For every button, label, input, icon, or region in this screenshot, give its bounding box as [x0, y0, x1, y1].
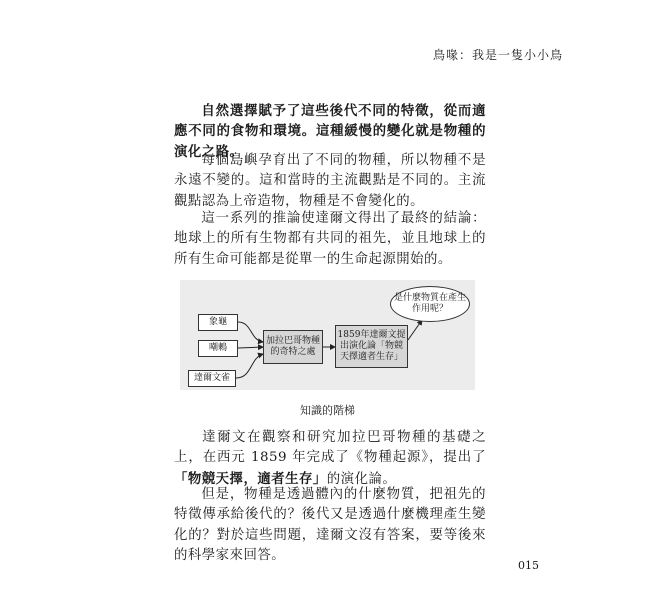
- knowledge-ladder-diagram: [180, 280, 475, 390]
- emphasis-survival-of-fittest: 「物競天擇，適者生存」: [174, 470, 327, 487]
- connector-finch: [238, 347, 263, 348]
- paragraph-text: 每個島嶼孕育出了不同的物種，所以物種不是永遠不變的。這和當時的主流觀點是不同的。主流觀點認為上帝造物，物種是不會變化的。: [174, 153, 486, 209]
- page-number: 015: [518, 559, 539, 572]
- node-darwin-finch: 達爾文雀: [188, 370, 236, 387]
- connector-tortoise: [238, 322, 263, 342]
- running-header: 鳥喙：我是一隻小小鳥: [432, 48, 563, 62]
- paragraph-text: 但是，物種是透過體內的什麼物質，把祖先的特徵傳承給後代的？後代又是透過什麼機理產生變化的？對於這些問題，達爾文沒有答案，要等後來的科學家來回答。: [174, 487, 486, 564]
- paragraph-text: 自然選擇賦予了這些後代不同的特徵，從而適應不同的食物和環境。這種緩慢的變化就是物種的演化之路。: [174, 103, 486, 160]
- connector-darwin: [236, 354, 263, 378]
- paragraph-open-questions: [174, 485, 486, 567]
- node-galapagos-traits: 加拉巴哥物種的奇特之處: [263, 330, 323, 364]
- paragraph-islands: [174, 151, 486, 212]
- paragraph-origin-of-species: [174, 428, 486, 490]
- connector-theory-question: [408, 320, 422, 340]
- paragraph-text: 達爾文在觀察和研究加拉巴哥物種的基礎之上，在西元 1859 年完成了《物種起源》，提出了: [174, 430, 486, 466]
- paragraph-conclusion: [174, 209, 486, 270]
- node-mockingbird: 嘲鶇: [198, 340, 238, 357]
- node-tortoise: 象龜: [198, 314, 238, 331]
- figure-caption: 知識的階梯: [300, 404, 355, 417]
- node-evolution-theory: 1859年達爾文提出演化論「物競天擇適者生存」: [335, 325, 408, 368]
- node-question: 是什麼物質在產生作用呢？: [390, 286, 470, 322]
- paragraph-text: 的演化論。: [326, 471, 397, 487]
- paragraph-text: 這一系列的推論使達爾文得出了最終的結論：地球上的所有生物都有共同的祖先，並且地球上的所有生命可能都是從單一的生命起源開始的。: [174, 211, 486, 267]
